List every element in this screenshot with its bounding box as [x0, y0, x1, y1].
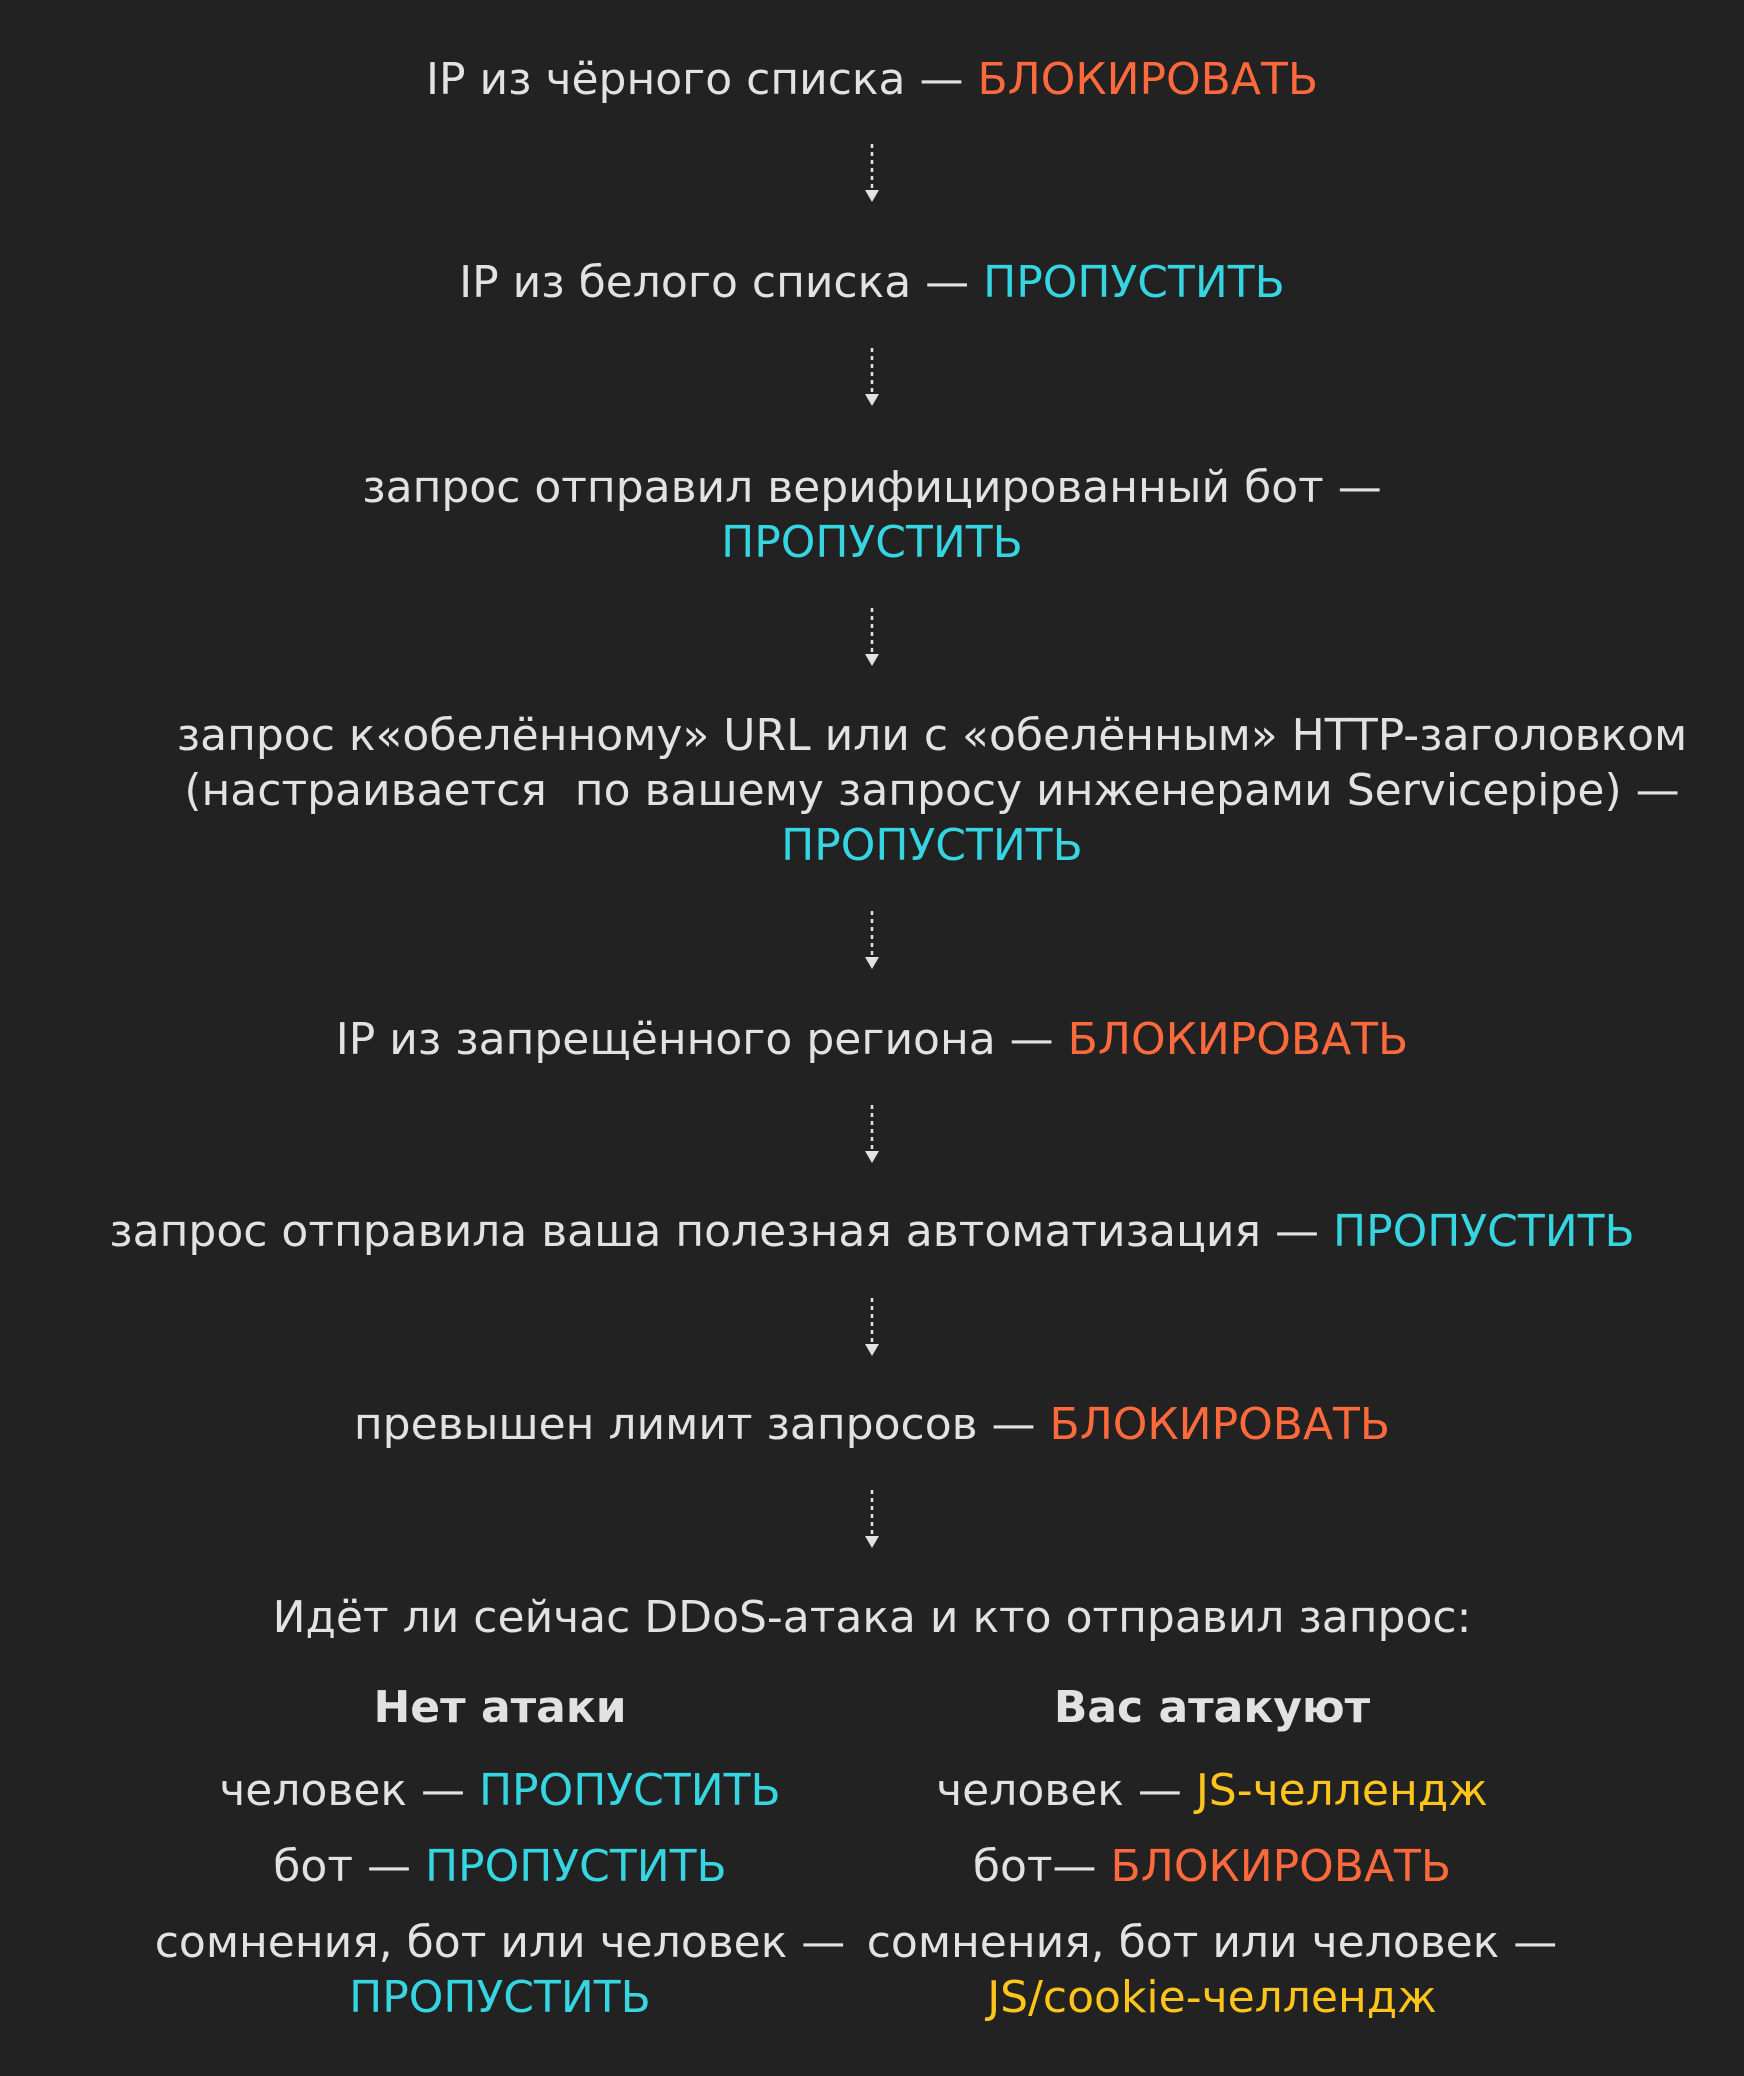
no-attack-bot	[100, 1839, 900, 1895]
step-useful-automation	[0, 1204, 1744, 1260]
step-whitelisted-url-note	[60, 763, 1744, 819]
step-blacklist-ip	[0, 52, 1744, 108]
under-attack-doubt: сомнения, бот или человек —	[866, 1917, 1558, 1968]
action-block: БЛОКИРОВАТЬ	[977, 54, 1319, 105]
step-label: запрос отправила ваша полезная автоматизация —	[109, 1206, 1333, 1257]
action-block: БЛОКИРОВАТЬ	[1049, 1399, 1391, 1450]
action-challenge: JS/cookie-челлендж	[987, 1972, 1437, 2023]
action-pass: ПРОПУСТИТЬ	[721, 517, 1023, 568]
action-pass: ПРОПУСТИТЬ	[983, 257, 1285, 308]
case-label: человек —	[219, 1765, 479, 1816]
arrow-down-icon	[862, 1296, 882, 1358]
step-label: IP из запрещённого региона —	[335, 1014, 1068, 1065]
case-label: бот —	[273, 1841, 425, 1892]
case-label: человек —	[936, 1765, 1196, 1816]
arrow-down-icon	[862, 142, 882, 204]
step-whitelist-ip	[0, 255, 1744, 311]
arrow-down-icon	[862, 1488, 882, 1550]
no-attack-human	[100, 1763, 900, 1819]
step-label: запрос отправил верифицированный бот —	[362, 462, 1382, 513]
action-block: БЛОКИРОВАТЬ	[1110, 1841, 1452, 1892]
action-challenge: JS-челлендж	[1195, 1765, 1488, 1816]
step-label: IP из белого списка —	[459, 257, 984, 308]
under-attack-bot	[812, 1839, 1612, 1895]
step-label: IP из чёрного списка —	[425, 54, 978, 105]
action-block: БЛОКИРОВАТЬ	[1067, 1014, 1409, 1065]
case-label: бот—	[972, 1841, 1111, 1892]
action-pass: ПРОПУСТИТЬ	[424, 1841, 727, 1892]
column-heading-no-attack: Нет атаки	[373, 1682, 627, 1733]
step-ddos-question	[0, 1590, 1744, 1646]
under-attack-human	[812, 1763, 1612, 1819]
step-rate-limit	[0, 1397, 1744, 1453]
action-pass: ПРОПУСТИТЬ	[349, 1972, 651, 2023]
step-label: (настраивается по вашему запросу инженерами Servicepipe) —	[184, 765, 1680, 816]
arrow-down-icon	[862, 606, 882, 668]
action-pass: ПРОПУСТИТЬ	[781, 820, 1083, 871]
column-heading-under-attack: Вас атакуют	[1053, 1682, 1371, 1733]
action-pass: ПРОПУСТИТЬ	[478, 1765, 781, 1816]
step-forbidden-region	[0, 1012, 1744, 1068]
action-pass: ПРОПУСТИТЬ	[1332, 1206, 1635, 1257]
step-whitelisted-url	[60, 708, 1744, 764]
step-label: запрос к«обелённому» URL или с «обелённым» HTTP-заголовком	[176, 710, 1688, 761]
arrow-down-icon	[862, 346, 882, 408]
no-attack-doubt: сомнения, бот или человек —	[154, 1917, 846, 1968]
step-verified-bot	[0, 460, 1744, 516]
arrow-down-icon	[862, 1103, 882, 1165]
arrow-down-icon	[862, 909, 882, 971]
step-label: превышен лимит запросов —	[353, 1399, 1050, 1450]
step-label: Идёт ли сейчас DDoS-атака и кто отправил запрос:	[272, 1592, 1472, 1643]
